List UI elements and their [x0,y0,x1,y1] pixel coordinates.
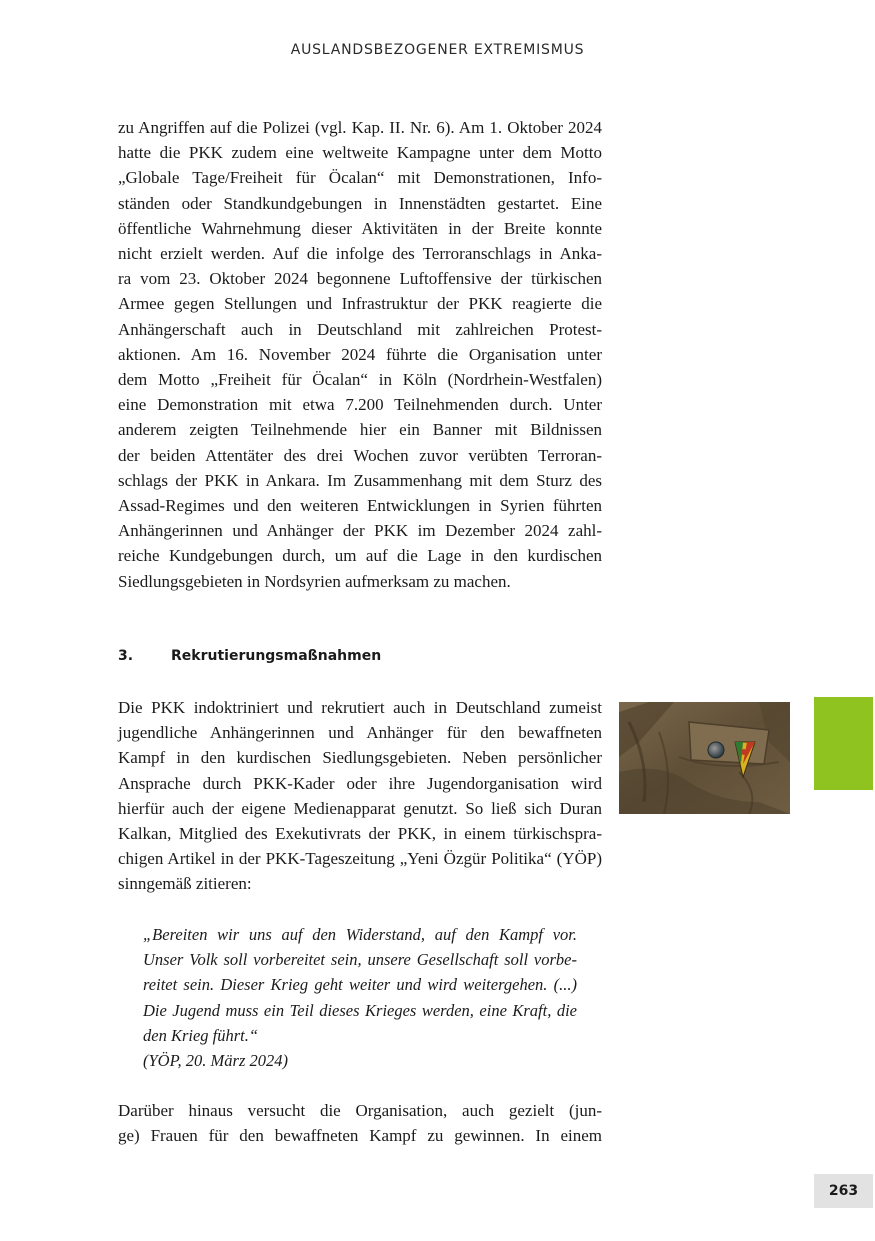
quote-line: „Bereiten wir uns auf den Widerstand, auf den Kampf vor. [143,925,577,944]
body-paragraph [118,695,602,897]
body-paragraph [118,1098,602,1148]
text-line: ra vom 23. Oktober 2024 begonnene Luftoffensive der türkischen [118,269,602,289]
text-line: ständen oder Standkundgebungen in Innenstädten gestartet. Eine [118,193,602,213]
text-line: dem Motto „Freiheit für Öcalan“ in Köln (Nordrhein-Westfalen) [118,370,602,390]
uniform-patch-illustration [619,702,790,814]
uniform-patch-photo [619,702,790,814]
text-line: Kampf in den kurdischen Siedlungsgebieten. Neben persönlicher [118,748,602,768]
text-line: Darüber hinaus versucht die Organisation, auch gezielt (jun- [118,1101,602,1120]
quote-citation: (YÖP, 20. März 2024) [143,1051,288,1071]
text-line: öffentliche Wahrnehmung dieser Aktivitäten in der Breite konnte [118,218,602,238]
text-line: sinngemäß zitieren: [118,874,252,894]
block-quote [143,922,577,1073]
text-line: Ansprache durch PKK-Kader oder ihre Jugendorganisation wird [118,773,602,793]
chapter-tab [814,697,873,790]
text-line: „Globale Tage/Freiheit für Öcalan“ mit Demonstrationen, Info- [118,168,602,188]
text-line: Kalkan, Mitglied des Exekutivrats der PKK, in einem türkischspra- [118,824,602,844]
quote-line: den Krieg führt.“ [143,1025,259,1045]
text-line: zu Angriffen auf die Polizei (vgl. Kap. II. Nr. 6). Am 1. Oktober 2024 [118,118,602,137]
text-line: aktionen. Am 16. November 2024 führte die Organisation unter [118,344,602,364]
text-line: reiche Kundgebungen durch, um auf die Lage in den kurdischen [118,546,602,566]
text-line: Assad-Regimes und den weiteren Entwicklungen in Syrien führten [118,496,602,516]
quote-line: reitet sein. Dieser Krieg geht weiter und wird weitergehen. (...) [143,975,577,995]
text-line: ge) Frauen für den bewaffneten Kampf zu gewinnen. In einem [118,1126,602,1146]
text-line: jugendliche Anhängerinnen und Anhänger für den bewaffneten [118,723,602,743]
quote-line: Die Jugend muss ein Teil dieses Krieges werden, eine Kraft, die [143,1000,577,1020]
text-line: anderem zeigten Teilnehmende hier ein Banner mit Bildnissen [118,420,602,440]
text-line: Anhängerinnen und Anhänger der PKK im Dezember 2024 zahl- [118,521,602,541]
text-line: Siedlungsgebieten in Nordsyrien aufmerksam zu machen. [118,571,511,591]
text-line: der beiden Attentäter des drei Wochen zuvor verübten Terroran- [118,445,602,465]
text-line: nicht erzielt werden. Auf die infolge des Terroranschlags in Anka- [118,244,602,264]
text-line: schlags der PKK in Ankara. Im Zusammenhang mit dem Sturz des [118,470,602,490]
text-line: hierfür auch der eigene Medienapparat genutzt. So ließ sich Duran [118,798,602,818]
quote-line: Unser Volk soll vorbereitet sein, unsere Gesellschaft soll vorbe- [143,950,577,970]
text-line: Die PKK indoktriniert und rekrutiert auch in Deutschland zumeist [118,698,602,717]
section-number: 3. [118,648,134,664]
text-line: eine Demonstration mit etwa 7.200 Teilnehmenden durch. Unter [118,395,602,415]
page-number: 263 [814,1174,873,1208]
body-paragraph [118,115,602,594]
section-heading [118,648,381,664]
text-line: chigen Artikel in der PKK-Tageszeitung „Yeni Özgür Politika“ (YÖP) [118,849,602,869]
running-header: AUSLANDSBEZOGENER EXTREMISMUS [290,42,585,58]
text-line: hatte die PKK zudem eine weltweite Kampagne unter dem Motto [118,143,602,163]
section-title: Rekrutierungsmaßnahmen [171,648,382,664]
text-line: Anhängerschaft auch in Deutschland mit zahlreichen Protest- [118,319,602,339]
text-line: Armee gegen Stellungen und Infrastruktur der PKK reagierte die [118,294,602,314]
